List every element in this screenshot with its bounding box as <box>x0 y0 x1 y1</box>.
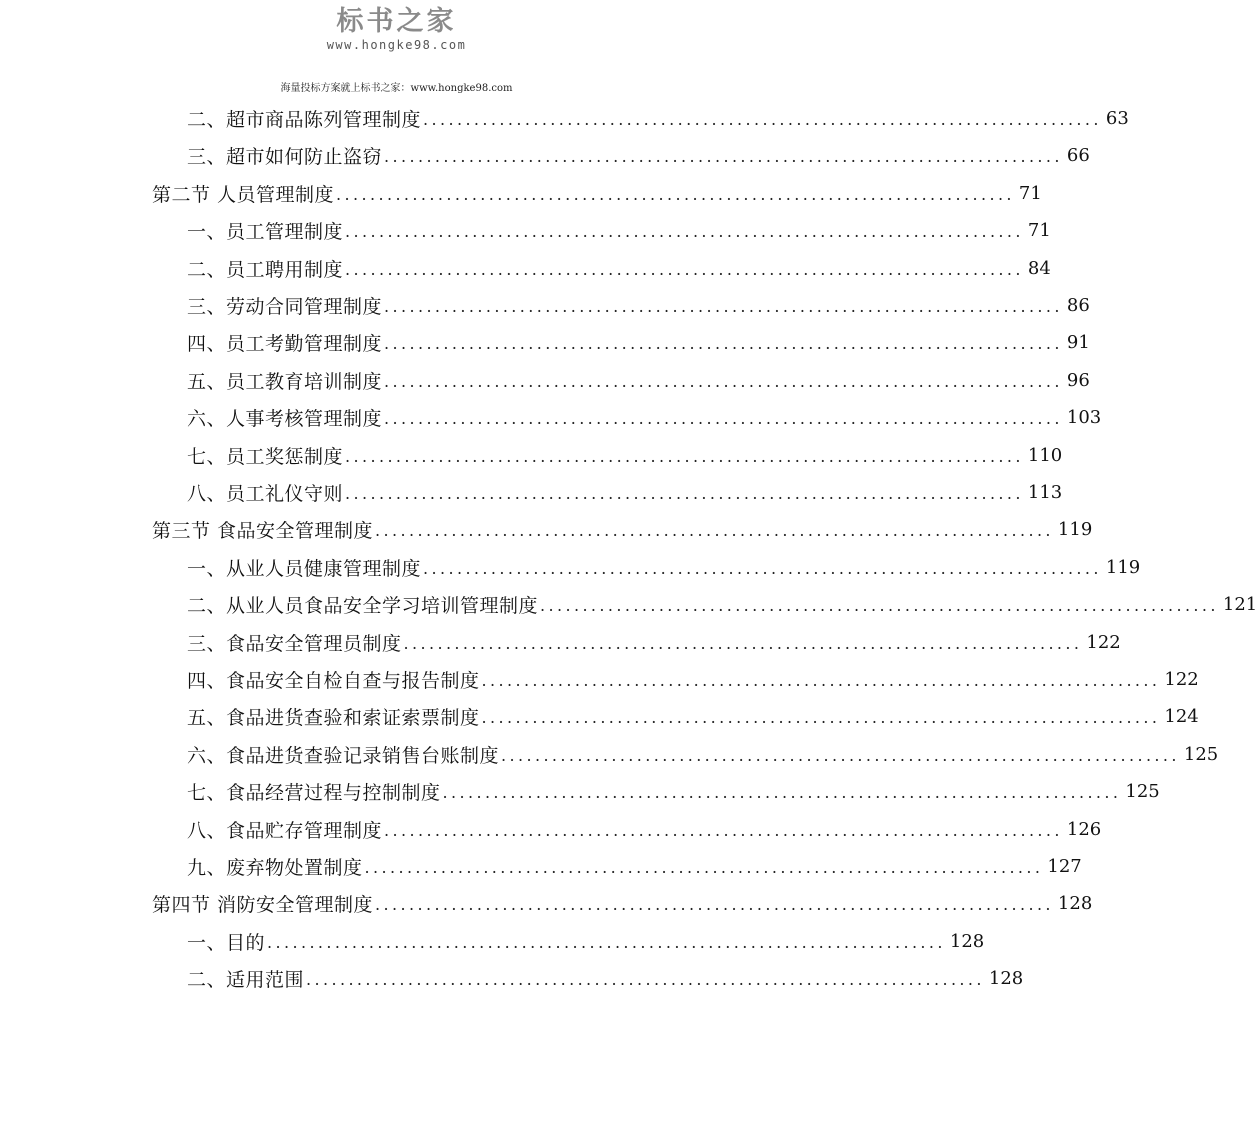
toc-entry-label: 四、食品安全自检自查与报告制度 <box>187 670 480 692</box>
toc-section-entry[interactable] <box>152 175 1042 212</box>
toc-entry-label: 五、食品进货查验和索证索票制度 <box>187 707 480 730</box>
toc-dot-leader: ................................................................................ <box>384 147 1063 167</box>
toc-entry[interactable] <box>187 437 1063 474</box>
toc-entry[interactable] <box>187 137 1090 174</box>
toc-page-number: 128 <box>1057 893 1093 915</box>
toc-entry-label: 八、食品贮存管理制度 <box>187 819 383 842</box>
toc-entry[interactable] <box>187 811 1102 848</box>
toc-dot-leader: ................................................................................ <box>267 932 946 952</box>
toc-entry-label: 第三节 食品安全管理制度 <box>152 520 374 543</box>
toc-page-number: 122 <box>1086 631 1121 653</box>
toc-dot-leader: ................................................................................ <box>481 671 1161 690</box>
toc-dot-leader: ................................................................................ <box>384 371 1063 391</box>
toc-page-number: 103 <box>1066 407 1102 429</box>
toc-section-entry[interactable] <box>152 885 1093 922</box>
toc-page-number: 124 <box>1164 706 1199 728</box>
toc-entry[interactable] <box>187 923 985 960</box>
toc-dot-leader: ................................................................................ <box>375 895 1054 915</box>
toc-entry-label: 一、员工管理制度 <box>187 221 344 244</box>
toc-page-number: 128 <box>949 930 985 952</box>
toc-page-number: 66 <box>1066 145 1090 167</box>
toc-entry[interactable] <box>187 474 1063 511</box>
toc-entry-label: 九、废弃物处置制度 <box>187 857 363 879</box>
toc-entry-label: 二、从业人员食品安全学习培训管理制度 <box>187 595 539 618</box>
toc-entry-label: 七、员工奖惩制度 <box>187 445 344 468</box>
toc-entry-label: 一、目的 <box>187 931 266 954</box>
toc-page-number: 127 <box>1047 856 1082 877</box>
toc-entry[interactable] <box>187 661 1199 698</box>
toc-entry[interactable] <box>187 287 1090 324</box>
toc-page-number: 96 <box>1066 369 1090 391</box>
toc-page-number: 71 <box>1018 182 1042 204</box>
toc-dot-leader: ................................................................................ <box>403 633 1083 653</box>
toc-dot-leader: ................................................................................ <box>306 970 985 990</box>
toc-entry-label: 三、劳动合同管理制度 <box>187 296 383 318</box>
site-logo <box>0 6 793 52</box>
toc-dot-leader: ................................................................................ <box>345 259 1024 279</box>
toc-dot-leader: ................................................................................ <box>384 820 1063 840</box>
toc-page-number: 110 <box>1027 444 1063 466</box>
toc-entry[interactable] <box>187 362 1090 399</box>
toc-dot-leader: ................................................................................ <box>423 558 1102 578</box>
toc-entry[interactable] <box>187 212 1051 249</box>
toc-page-number: 86 <box>1066 295 1090 316</box>
toc-entry[interactable] <box>187 736 1219 773</box>
toc-dot-leader: ................................................................................ <box>501 745 1180 765</box>
toc-entry-label: 二、适用范围 <box>187 969 305 992</box>
toc-section-entry[interactable] <box>152 511 1093 548</box>
toc-entry[interactable] <box>187 624 1121 661</box>
toc-entry-label: 六、人事考核管理制度 <box>187 408 383 431</box>
toc-entry[interactable] <box>187 100 1129 137</box>
toc-entry[interactable] <box>187 586 1257 623</box>
toc-entry-label: 第二节 人员管理制度 <box>152 183 335 206</box>
toc-entry[interactable] <box>187 773 1160 810</box>
toc-entry-label: 三、超市如何防止盗窃 <box>187 146 383 169</box>
toc-dot-leader: ................................................................................ <box>423 110 1102 129</box>
logo-title: 标书之家 <box>336 6 457 37</box>
toc-entry-label: 六、食品进货查验记录销售台账制度 <box>187 744 500 767</box>
toc-entry-label: 二、员工聘用制度 <box>187 258 344 281</box>
toc-dot-leader: ................................................................................ <box>540 596 1219 616</box>
toc-entry-label: 第四节 消防安全管理制度 <box>152 894 374 917</box>
toc-page-number: 119 <box>1105 556 1141 578</box>
toc-dot-leader: ................................................................................ <box>375 521 1054 541</box>
toc-entry[interactable] <box>187 324 1090 361</box>
toc-entry[interactable] <box>187 549 1141 586</box>
toc-dot-leader: ................................................................................ <box>336 184 1015 204</box>
toc-entry[interactable] <box>187 399 1102 436</box>
toc-entry-label: 七、食品经营过程与控制制度 <box>187 782 441 805</box>
toc-entry[interactable] <box>187 250 1051 287</box>
toc-entry[interactable] <box>187 698 1199 735</box>
toc-entry-label: 八、员工礼仪守则 <box>187 483 344 505</box>
toc-entry-label: 一、从业人员健康管理制度 <box>187 557 422 580</box>
toc-page-number: 63 <box>1105 108 1129 129</box>
toc-page-number: 113 <box>1027 482 1063 503</box>
toc-entry-label: 二、超市商品陈列管理制度 <box>187 109 422 131</box>
toc-dot-leader: ................................................................................ <box>481 708 1161 728</box>
toc-dot-leader: ................................................................................ <box>345 446 1024 466</box>
toc-dot-leader: ................................................................................ <box>364 858 1044 877</box>
toc-page-number: 126 <box>1066 818 1102 840</box>
toc-entry[interactable] <box>187 960 1024 997</box>
toc-entry-label: 四、员工考勤管理制度 <box>187 333 383 356</box>
toc-dot-leader: ................................................................................ <box>384 297 1063 316</box>
toc-page-number: 91 <box>1066 332 1090 354</box>
toc-page-number: 121 <box>1222 594 1257 616</box>
toc-page-number: 71 <box>1027 220 1051 242</box>
toc-page-number: 125 <box>1183 743 1219 765</box>
toc-page-number: 125 <box>1125 781 1160 803</box>
toc-entry-label: 五、员工教育培训制度 <box>187 370 383 393</box>
page-header-text: 海量投标方案就上标书之家：www.hongke98.com <box>280 83 513 94</box>
toc-dot-leader: ................................................................................ <box>345 484 1024 503</box>
toc-page-number: 122 <box>1164 669 1199 690</box>
toc-dot-leader: ................................................................................ <box>345 222 1024 242</box>
toc-page-number: 128 <box>988 968 1024 990</box>
toc-entry-label: 三、食品安全管理员制度 <box>187 632 402 655</box>
toc-dot-leader: ................................................................................ <box>384 409 1063 429</box>
logo-url: www.hongke98.com <box>326 38 467 52</box>
toc-dot-leader: ................................................................................ <box>442 783 1122 803</box>
toc-entry[interactable] <box>187 848 1082 885</box>
toc-page-number: 84 <box>1027 257 1051 279</box>
toc-page-number: 119 <box>1057 519 1093 541</box>
toc-dot-leader: ................................................................................ <box>384 334 1063 354</box>
